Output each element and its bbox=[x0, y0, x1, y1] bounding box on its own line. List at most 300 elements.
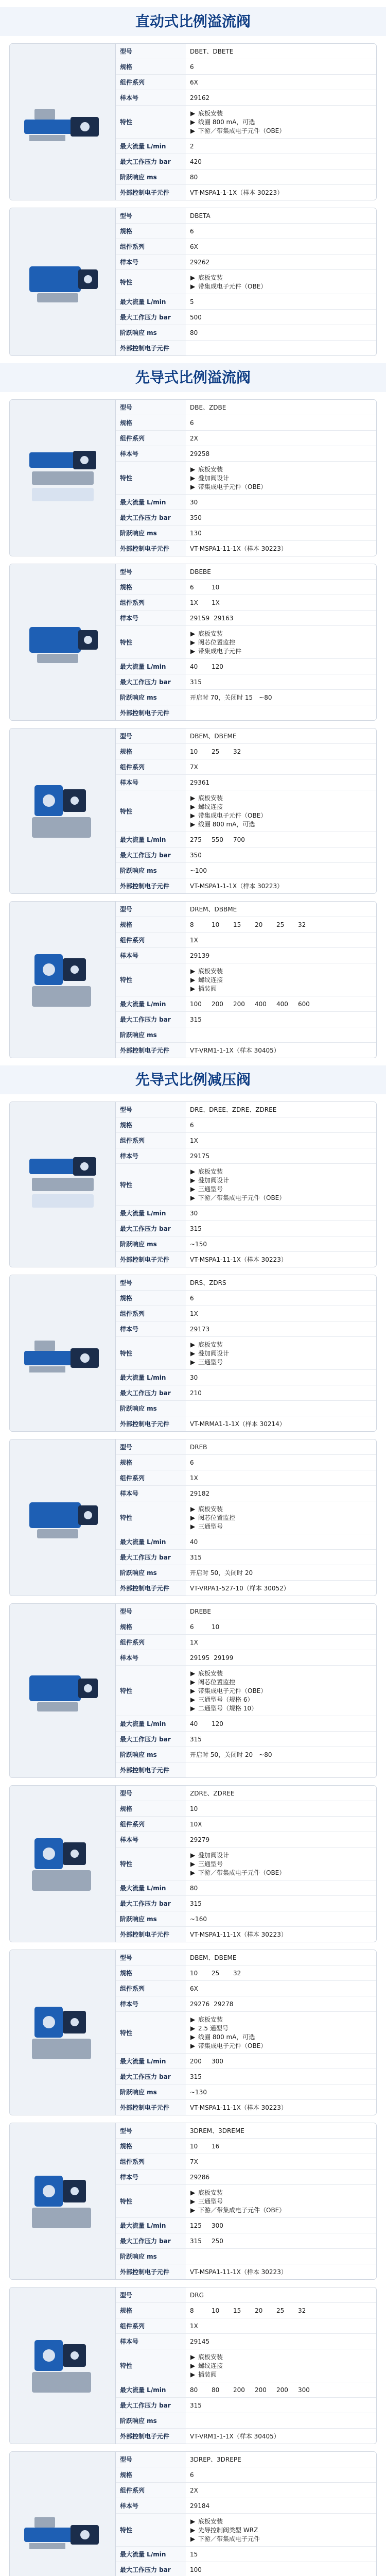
spec-label: 组件系列 bbox=[116, 1817, 186, 1832]
spec-value bbox=[186, 1604, 376, 1619]
spec-label: 组件系列 bbox=[116, 759, 186, 775]
spec-value bbox=[186, 1385, 376, 1401]
spec-table bbox=[116, 1604, 376, 1777]
feature-item: ▶ 下游／带集成电子元件（OBE） bbox=[197, 1193, 372, 1202]
spec-value bbox=[186, 1439, 376, 1455]
spec-value bbox=[186, 294, 376, 310]
spec-value-item: 130 bbox=[190, 529, 202, 537]
spec-value-item: 6 bbox=[190, 2471, 194, 2479]
spec-value-item: 10 bbox=[190, 1805, 198, 1812]
spec-row bbox=[116, 1012, 376, 1027]
spec-row bbox=[116, 2483, 376, 2498]
spec-row bbox=[116, 996, 376, 1012]
spec-value-item: 2 bbox=[190, 142, 194, 150]
spec-label: 规格 bbox=[116, 2139, 186, 2154]
feature-list bbox=[190, 1851, 372, 1877]
product-image bbox=[10, 1786, 116, 1942]
spec-table bbox=[116, 1950, 376, 2115]
spec-value bbox=[186, 415, 376, 431]
spec-value-item: VT-MSPA1-11-1X（样本 30223） bbox=[190, 2268, 287, 2276]
spec-row bbox=[116, 1650, 376, 1666]
feature-list bbox=[190, 273, 372, 291]
spec-label: 最大工作压力 bar bbox=[116, 1221, 186, 1236]
spec-label: 样本号 bbox=[116, 948, 186, 963]
spec-value bbox=[186, 775, 376, 790]
spec-row bbox=[116, 1911, 376, 1927]
spec-row bbox=[116, 744, 376, 759]
spec-label: 阶跃响应 ms bbox=[116, 526, 186, 541]
spec-value-item: ZDRE、ZDREE bbox=[190, 1790, 235, 1797]
spec-row bbox=[116, 495, 376, 510]
spec-table bbox=[116, 208, 376, 355]
spec-label: 外部控制电子元件 bbox=[116, 341, 186, 356]
spec-value-item: 420 bbox=[190, 158, 202, 165]
spec-row bbox=[116, 1236, 376, 1252]
spec-value bbox=[186, 139, 376, 154]
spec-value bbox=[186, 2498, 376, 2514]
spec-value bbox=[186, 208, 376, 224]
feature-list bbox=[190, 2015, 372, 2050]
spec-label: 最大流量 L/min bbox=[116, 1370, 186, 1385]
spec-value-item: 100 bbox=[190, 2566, 202, 2573]
spec-value-item: 29159 bbox=[190, 614, 210, 622]
spec-label: 型号 bbox=[116, 728, 186, 744]
spec-row bbox=[116, 526, 376, 541]
spec-value bbox=[186, 2218, 376, 2233]
spec-value bbox=[186, 2069, 376, 2084]
spec-value bbox=[186, 2123, 376, 2139]
spec-row bbox=[116, 2562, 376, 2576]
spec-row bbox=[116, 2012, 376, 2054]
spec-value-item: DRE、DREE、ZDRE、ZDREE bbox=[190, 1106, 277, 1113]
spec-value-item: 7X bbox=[190, 2158, 198, 2165]
spec-value-item: 700 bbox=[233, 836, 245, 843]
spec-label: 外部控制电子元件 bbox=[116, 2429, 186, 2444]
feature-item: ▶ 带集成电子元件（OBE） bbox=[197, 1686, 372, 1695]
spec-value-item: 2X bbox=[190, 434, 198, 442]
spec-row bbox=[116, 1896, 376, 1911]
spec-label: 组件系列 bbox=[116, 2318, 186, 2334]
spec-label: 特性 bbox=[116, 2514, 186, 2547]
spec-row bbox=[116, 2100, 376, 2115]
spec-row bbox=[116, 1291, 376, 1306]
spec-value-item: VT-MRMA1-1-1X（样本 30214） bbox=[190, 1420, 286, 1428]
spec-label: 规格 bbox=[116, 1455, 186, 1470]
spec-value-item: 315 bbox=[190, 2237, 202, 2245]
spec-label: 样本号 bbox=[116, 1321, 186, 1337]
spec-value bbox=[186, 728, 376, 744]
spec-value-item: 250 bbox=[212, 2237, 223, 2245]
spec-value bbox=[186, 659, 376, 674]
spec-row bbox=[116, 659, 376, 674]
spec-row bbox=[116, 1470, 376, 1486]
feature-item: ▶ 带集成电子元件（OBE） bbox=[197, 2041, 372, 2050]
spec-value bbox=[186, 1716, 376, 1732]
spec-value bbox=[186, 1619, 376, 1635]
feature-item: ▶ 底板安装 bbox=[197, 1167, 372, 1176]
spec-value-item: 16 bbox=[212, 2142, 220, 2150]
spec-label: 样本号 bbox=[116, 1996, 186, 2012]
spec-label: 样本号 bbox=[116, 1650, 186, 1666]
spec-value-item: 120 bbox=[212, 663, 223, 670]
spec-value-item: 3DREM、3DREME bbox=[190, 2127, 244, 2134]
spec-label: 特性 bbox=[116, 1666, 186, 1716]
spec-label: 规格 bbox=[116, 1965, 186, 1981]
spec-label: 最大流量 L/min bbox=[116, 1880, 186, 1896]
spec-row bbox=[116, 1148, 376, 1164]
feature-item: ▶ 阀芯位置监控 bbox=[197, 1513, 372, 1522]
spec-label: 型号 bbox=[116, 44, 186, 59]
feature-list bbox=[190, 1340, 372, 1366]
spec-value-item: 开启时 70，关闭时 15 ~80 bbox=[190, 694, 272, 701]
spec-value-item: 15 bbox=[190, 2550, 198, 2558]
spec-row bbox=[116, 1965, 376, 1981]
spec-value-item: ~100 bbox=[190, 867, 207, 874]
spec-label: 型号 bbox=[116, 902, 186, 917]
spec-value-item: DBEM、DBEME bbox=[190, 1954, 237, 1961]
spec-row bbox=[116, 2303, 376, 2318]
spec-value bbox=[186, 1817, 376, 1832]
spec-row bbox=[116, 963, 376, 996]
spec-value-item: 80 bbox=[190, 329, 198, 336]
product-image bbox=[10, 1604, 116, 1777]
spec-row bbox=[116, 933, 376, 948]
spec-row bbox=[116, 185, 376, 200]
spec-row bbox=[116, 2467, 376, 2483]
spec-value-item: 40 bbox=[190, 1720, 198, 1727]
spec-label: 特性 bbox=[116, 1164, 186, 1206]
spec-row bbox=[116, 270, 376, 294]
spec-row bbox=[116, 863, 376, 878]
spec-row bbox=[116, 2264, 376, 2280]
spec-value-item: 315 bbox=[190, 1900, 202, 1907]
spec-label: 组件系列 bbox=[116, 1306, 186, 1321]
spec-value-item: 6X bbox=[190, 243, 198, 250]
spec-value bbox=[186, 1221, 376, 1236]
spec-value bbox=[186, 1666, 376, 1716]
spec-value-item: 32 bbox=[298, 2307, 306, 2314]
feature-item: ▶ 带集成电子元件（OBE） bbox=[197, 811, 372, 820]
spec-row bbox=[116, 1534, 376, 1550]
spec-value-item: 550 bbox=[212, 836, 223, 843]
spec-row bbox=[116, 2185, 376, 2218]
feature-item: ▶ 螺纹连接 bbox=[197, 975, 372, 984]
feature-item: ▶ 三通型号 bbox=[197, 1859, 372, 1868]
spec-value-item: 6 bbox=[190, 227, 194, 235]
spec-label: 最大工作压力 bar bbox=[116, 510, 186, 526]
spec-value-item: 6 bbox=[190, 1294, 194, 1302]
spec-value bbox=[186, 1133, 376, 1148]
spec-value bbox=[186, 400, 376, 415]
spec-row bbox=[116, 1550, 376, 1565]
feature-list bbox=[190, 1669, 372, 1713]
spec-row bbox=[116, 2249, 376, 2264]
spec-label: 样本号 bbox=[116, 1486, 186, 1501]
spec-value bbox=[186, 2483, 376, 2498]
spec-row bbox=[116, 1880, 376, 1896]
feature-list bbox=[190, 1167, 372, 1202]
spec-value bbox=[186, 1148, 376, 1164]
spec-value-item: 32 bbox=[298, 921, 306, 928]
spec-label: 规格 bbox=[116, 1619, 186, 1635]
spec-value-item: 1X bbox=[190, 1474, 198, 1482]
spec-value bbox=[186, 239, 376, 255]
spec-value-item: VT-MSPA1-11-1X（样本 30223） bbox=[190, 1256, 287, 1263]
spec-table bbox=[116, 1275, 376, 1431]
spec-row bbox=[116, 400, 376, 415]
spec-label: 最大工作压力 bar bbox=[116, 2069, 186, 2084]
spec-row bbox=[116, 1321, 376, 1337]
spec-label: 阶跃响应 ms bbox=[116, 1401, 186, 1416]
spec-value-item: 6X bbox=[190, 1985, 198, 1992]
spec-value-item: VT-MSPA1-1-1X（样本 30223） bbox=[190, 883, 284, 890]
spec-value-item: 25 bbox=[276, 921, 285, 928]
spec-value-item: 开启时 50，关闭时 20 bbox=[190, 1569, 253, 1577]
spec-value bbox=[186, 2054, 376, 2069]
spec-value-item: 210 bbox=[190, 1389, 202, 1397]
spec-label: 最大流量 L/min bbox=[116, 2218, 186, 2233]
spec-value-item: 10 bbox=[190, 1969, 198, 1977]
spec-label: 阶跃响应 ms bbox=[116, 1911, 186, 1927]
spec-value-item: 29361 bbox=[190, 778, 210, 786]
spec-row bbox=[116, 759, 376, 775]
spec-value bbox=[186, 2514, 376, 2547]
spec-label: 最大流量 L/min bbox=[116, 2547, 186, 2562]
spec-row bbox=[116, 2154, 376, 2170]
spec-label: 特性 bbox=[116, 626, 186, 659]
spec-value bbox=[186, 2139, 376, 2154]
spec-value-item: 25 bbox=[276, 2307, 285, 2314]
spec-value bbox=[186, 1747, 376, 1762]
spec-row bbox=[116, 611, 376, 626]
spec-row bbox=[116, 2139, 376, 2154]
product-image bbox=[10, 2123, 116, 2279]
spec-value-item: 10 bbox=[212, 583, 220, 591]
spec-row bbox=[116, 255, 376, 270]
spec-label: 最大流量 L/min bbox=[116, 1534, 186, 1550]
spec-value bbox=[186, 2012, 376, 2054]
spec-row bbox=[116, 1801, 376, 1817]
spec-value-item: 29163 bbox=[214, 614, 234, 622]
spec-value-item: 7X bbox=[190, 763, 198, 771]
spec-value bbox=[186, 917, 376, 933]
spec-row bbox=[116, 580, 376, 595]
spec-value bbox=[186, 1801, 376, 1817]
spec-row bbox=[116, 902, 376, 917]
product-card bbox=[9, 1439, 377, 1596]
feature-item: ▶ 底板安装 bbox=[197, 629, 372, 638]
feature-item: ▶ 底板安装 bbox=[197, 2352, 372, 2361]
spec-value bbox=[186, 1164, 376, 1206]
product-card bbox=[9, 399, 377, 556]
spec-value bbox=[186, 1470, 376, 1486]
spec-value bbox=[186, 2398, 376, 2413]
spec-row bbox=[116, 1848, 376, 1880]
spec-value-item: 315 bbox=[190, 1735, 202, 1743]
spec-row bbox=[116, 1981, 376, 1996]
spec-value bbox=[186, 611, 376, 626]
spec-row bbox=[116, 1666, 376, 1716]
spec-value bbox=[186, 1236, 376, 1252]
spec-value bbox=[186, 1732, 376, 1747]
spec-value bbox=[186, 59, 376, 75]
spec-row bbox=[116, 2514, 376, 2547]
spec-value-item: 6 bbox=[190, 1459, 194, 1466]
spec-value bbox=[186, 431, 376, 446]
spec-value-item: 开启时 50，关闭时 20 ~80 bbox=[190, 1751, 272, 1758]
spec-value bbox=[186, 674, 376, 690]
feature-item: ▶ 线圈 800 mA，可选 bbox=[197, 2032, 372, 2041]
spec-value bbox=[186, 154, 376, 170]
spec-table bbox=[116, 564, 376, 720]
spec-row bbox=[116, 1385, 376, 1401]
spec-label: 最大工作压力 bar bbox=[116, 2233, 186, 2249]
product-image bbox=[10, 564, 116, 720]
spec-value-item: DREBE bbox=[190, 1607, 211, 1615]
product-card bbox=[9, 564, 377, 721]
spec-value-item: 315 bbox=[190, 2401, 202, 2409]
spec-value-item: 29175 bbox=[190, 1152, 210, 1160]
spec-label: 组件系列 bbox=[116, 1470, 186, 1486]
product-card bbox=[9, 2123, 377, 2280]
spec-label: 型号 bbox=[116, 1786, 186, 1801]
feature-item: ▶ 三通型号 bbox=[197, 1522, 372, 1531]
spec-value bbox=[186, 1306, 376, 1321]
spec-value bbox=[186, 2547, 376, 2562]
spec-row bbox=[116, 1604, 376, 1619]
spec-label: 外部控制电子元件 bbox=[116, 185, 186, 200]
spec-label: 型号 bbox=[116, 400, 186, 415]
spec-value-item: 29182 bbox=[190, 1489, 210, 1497]
spec-row bbox=[116, 2398, 376, 2413]
spec-value-item: 40 bbox=[190, 663, 198, 670]
spec-row bbox=[116, 2123, 376, 2139]
spec-value-item: 3DREP、3DREPE bbox=[190, 2456, 241, 2463]
spec-value-item: 6X bbox=[190, 78, 198, 86]
feature-list bbox=[190, 793, 372, 828]
spec-value bbox=[186, 106, 376, 139]
feature-item: ▶ 底板安装 bbox=[197, 1504, 372, 1513]
spec-label: 阶跃响应 ms bbox=[116, 1747, 186, 1762]
spec-label: 最大流量 L/min bbox=[116, 1716, 186, 1732]
spec-value-item: 200 bbox=[233, 1000, 245, 1008]
spec-label: 阶跃响应 ms bbox=[116, 2084, 186, 2100]
section-title: 直动式比例溢流阀 bbox=[0, 7, 386, 36]
spec-label: 最大工作压力 bar bbox=[116, 1012, 186, 1027]
spec-row bbox=[116, 948, 376, 963]
spec-value bbox=[186, 744, 376, 759]
spec-value bbox=[186, 1911, 376, 1927]
spec-row bbox=[116, 1565, 376, 1581]
spec-row bbox=[116, 415, 376, 431]
spec-value bbox=[186, 1401, 376, 1416]
spec-label: 外部控制电子元件 bbox=[116, 1581, 186, 1596]
spec-value-item: 80 bbox=[212, 2386, 220, 2394]
spec-label: 外部控制电子元件 bbox=[116, 2264, 186, 2280]
product-image bbox=[10, 1950, 116, 2115]
spec-row bbox=[116, 1027, 376, 1043]
spec-row bbox=[116, 832, 376, 848]
spec-value-item: 6 bbox=[190, 63, 194, 71]
spec-label: 特性 bbox=[116, 1848, 186, 1880]
spec-value-item: 15 bbox=[233, 921, 241, 928]
product-image bbox=[10, 1439, 116, 1596]
spec-row bbox=[116, 705, 376, 721]
spec-value-item: 350 bbox=[190, 514, 202, 521]
spec-value-item: 6 bbox=[190, 1121, 194, 1129]
feature-item: ▶ 下游／带集成电子元件（OBE） bbox=[197, 2206, 372, 2214]
spec-label: 样本号 bbox=[116, 775, 186, 790]
catalog-page bbox=[0, 7, 386, 2576]
spec-value-item: 10X bbox=[190, 1820, 202, 1828]
spec-value bbox=[186, 2334, 376, 2349]
spec-label: 特性 bbox=[116, 963, 186, 996]
spec-value bbox=[186, 1848, 376, 1880]
spec-value bbox=[186, 90, 376, 106]
spec-value bbox=[186, 863, 376, 878]
spec-value bbox=[186, 1043, 376, 1058]
spec-value bbox=[186, 2429, 376, 2444]
spec-value-item: 29262 bbox=[190, 258, 210, 266]
spec-label: 阶跃响应 ms bbox=[116, 170, 186, 185]
spec-value-item: 315 bbox=[190, 2073, 202, 2080]
feature-item: ▶ 插装阀 bbox=[197, 984, 372, 993]
spec-label: 样本号 bbox=[116, 1832, 186, 1848]
spec-value-item: 6 bbox=[190, 1623, 194, 1631]
product-card bbox=[9, 2287, 377, 2444]
spec-value-item: 29258 bbox=[190, 450, 210, 457]
spec-row bbox=[116, 154, 376, 170]
spec-row bbox=[116, 2054, 376, 2069]
feature-item: ▶ 叠加阀设计 bbox=[197, 473, 372, 482]
spec-row bbox=[116, 2452, 376, 2467]
feature-list bbox=[190, 967, 372, 993]
spec-value-item: 10 bbox=[190, 2142, 198, 2150]
feature-item: ▶ 叠加阀设计 bbox=[197, 1349, 372, 1358]
spec-value-item: ~150 bbox=[190, 1240, 207, 1248]
spec-table bbox=[116, 1439, 376, 1596]
spec-row bbox=[116, 1927, 376, 1942]
feature-item: ▶ 下游／带集成电子元件 bbox=[197, 2534, 372, 2543]
spec-row bbox=[116, 1716, 376, 1732]
spec-value-item: 315 bbox=[190, 1015, 202, 1023]
spec-row bbox=[116, 1416, 376, 1432]
spec-value-item: 500 bbox=[190, 313, 202, 321]
spec-value bbox=[186, 1370, 376, 1385]
spec-value bbox=[186, 1996, 376, 2012]
spec-label: 组件系列 bbox=[116, 933, 186, 948]
spec-value-item: VT-MSPA1-11-1X（样本 30223） bbox=[190, 2104, 287, 2111]
spec-value bbox=[186, 1206, 376, 1221]
spec-row bbox=[116, 1786, 376, 1801]
feature-item: ▶ 叠加阀设计 bbox=[197, 1176, 372, 1184]
spec-row bbox=[116, 139, 376, 154]
spec-row bbox=[116, 1486, 376, 1501]
spec-value bbox=[186, 790, 376, 832]
spec-value bbox=[186, 1012, 376, 1027]
spec-value-item: 200 bbox=[190, 2057, 202, 2065]
spec-label: 特性 bbox=[116, 2185, 186, 2218]
spec-value bbox=[186, 996, 376, 1012]
feature-item: ▶ 阀芯位置监控 bbox=[197, 638, 372, 647]
spec-value-item: 40 bbox=[190, 1538, 198, 1546]
spec-label: 组件系列 bbox=[116, 2483, 186, 2498]
spec-value bbox=[186, 2185, 376, 2218]
spec-row bbox=[116, 1133, 376, 1148]
spec-value bbox=[186, 1896, 376, 1911]
spec-value bbox=[186, 1102, 376, 1117]
spec-value-item: 200 bbox=[255, 2386, 267, 2394]
